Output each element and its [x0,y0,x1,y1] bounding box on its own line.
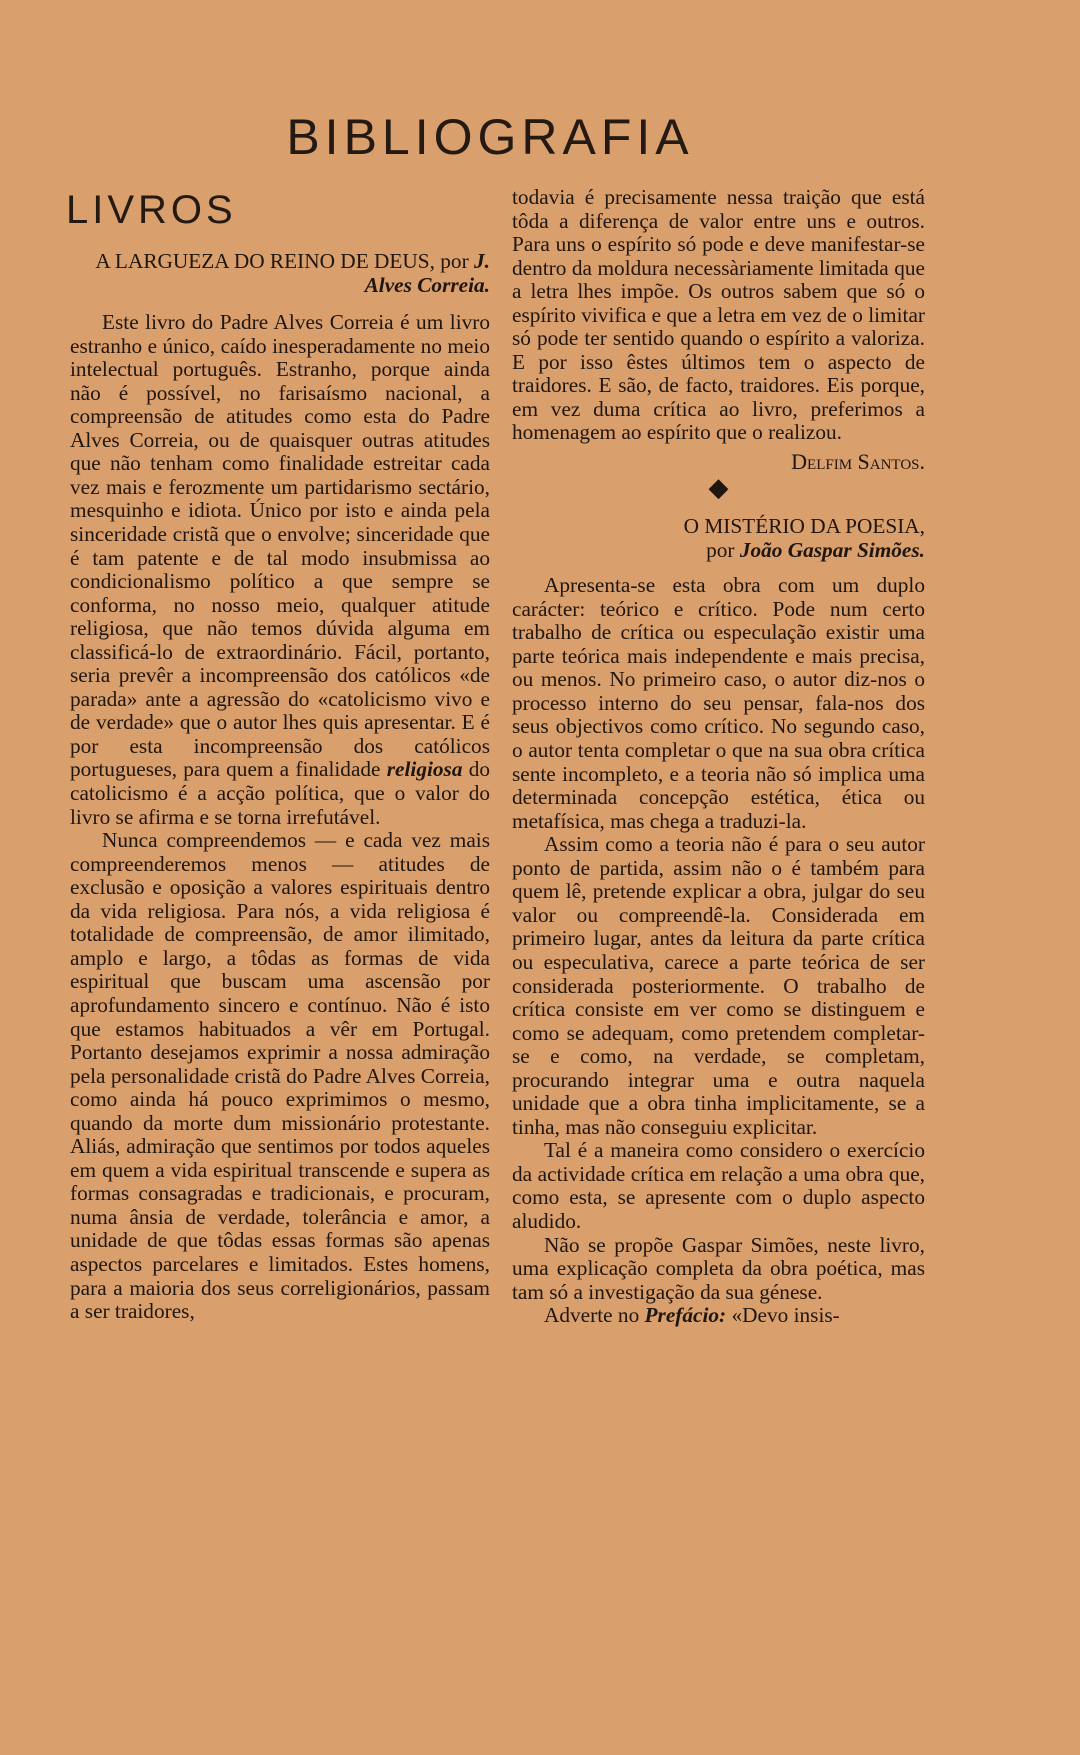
review1-paragraph-2: Nunca compreendemos — e cada vez mais compreenderemos menos — atitudes de exclusão e oposição a valores espirituais dentro da vida religiosa. Para nós, a vida religiosa é totalidade de compreensão, de amor ilimitado, amplo e largo, a tôdas as formas de vida espiritual que buscam uma ascensão por aprofundamento sincero e contínuo. Não é isto que estamos habituados a vêr em Portugal. Portanto desejamos exprimir a nossa admiração pela personalidade cristã do Padre Alves Correia, como ainda há pouco exprimimos o mesmo, quando da morte dum missionário protestante. Aliás, admiração que sentimos por todos aqueles em quem a vida espiritual transcende e supera as formas consagradas e tradicionais, e procuram, numa ânsia de verdade, tolerância e amor, a unidade de que tôdas essas formas são apenas aspectos parcelares e limitados. Estes homens, para a maioria dos seus correligionários, passam a ser traidores, [70,828,490,1324]
review2-paragraph-2: Assim como a teoria não é para o seu autor ponto de partida, assim não o é também para quem lê, pretende explicar a obra, julgar do seu valor ou compreendê-la. Considerada em primeiro lugar, antes da leitura da parte crítica ou especulativa, carece a parte teórica de ser considerada posteriormente. O trabalho de crítica consiste em ver como se distinguem e como se adequam, como pretendem completar-se e como, na verdade, se completam, procurando integrar uma e outra naquela unidade que a obra tinha implicitamente, se a tinha, mas não conseguiu explicitar. [512,832,925,1139]
review2-heading [512,515,925,562]
review2-p5-text: Adverte no [544,1303,640,1328]
divider-icon: ◆ [708,472,729,502]
review2-title: O MISTÉRIO DA POESIA, [683,514,925,539]
review2-p5-text-end: «Devo insis- [731,1303,840,1328]
review1-title: A LARGUEZA DO REINO DE DEUS, por [95,249,469,273]
right-column [512,186,925,1328]
review1-heading [70,250,490,297]
review1-p1-text-end: do catolicismo é a acção política, que o valor do livro se afirma e se torna irrefutável. [70,757,491,829]
page-title: BIBLIOGRAFIA [286,109,694,165]
review1-paragraph-3: todavia é precisamente nessa traição que está tôda a diferença de valor entre uns e outros. Para uns o espírito só pode e deve manifestar-se dentro da moldura necessàriamente limitada que a letra lhes impõe. Os outros sabem que só o espírito vivifica e que a letra em vez de o limitar só pode ter sentido quando o espírito a valoriza. E por isso êstes últimos tem o aspecto de traidores. E são, de facto, traidores. Eis porque, em vez duma crítica ao livro, preferimos a homenagem ao espírito que o realizou. [512,185,925,445]
review2-paragraph-1: Apresenta-se esta obra com um duplo carácter: teórico e crítico. Pode num certo trabalho de crítica ou especulação existir uma parte teórica mais independente e mais precisa, ou menos. No primeiro caso, o autor diz-nos o processo interno do seu pensar, fala-nos dos seus objectivos como crítico. No segundo caso, o autor tenta completar o que na sua obra crítica sente incompleto, e a teoria não só implica uma determinada concepção estética, ética ou metafísica, mas chega a traduzi-la. [512,573,925,833]
review2-paragraph-3: Tal é a maneira como considero o exercício da actividade crítica em relação a uma obra que, como esta, se apresente com o duplo aspecto aludido. [512,1138,925,1233]
section-heading: LIVROS [66,188,237,232]
review2-paragraph-4: Não se propõe Gaspar Simões, neste livro, uma explicação completa da obra poética, mas tam só a investigação da sua génese. [512,1232,925,1304]
review2-by: por [706,537,735,562]
review2-paragraph-5 [512,1304,925,1328]
review1-p1-text: Este livro do Padre Alves Correia é um livro estranho e único, caído inesperadamente no meio intelectual português. Estranho, porque ainda não é possível, no farisaísmo nacional, a compreensão de atitudes como esta do Padre Alves Correia, ou de quaisquer outras atitudes que não tenham como finalidade estreitar cada vez mais e ferozmente um partidarismo sectário, mesquinho e idiota. Único por isto e ainda pela sinceridade cristã que o envolve; sinceridade que é tam patente e de tal modo insubmissa ao condicionalismo político a que sempre se conforma, no nosso meio, qualquer atitude religiosa, que não temos dúvida alguma em classificá-lo de extraordinário. Fácil, portanto, seria prevêr a incompreensão dos católicos «de parada» ante a agressão do «catolicismo vivo e de verdade» que o autor lhes quis apresentar. E é por esta incompreensão dos católicos portugueses, para quem a finalidade [70,310,490,782]
review1-signature: Delfim Santos. [791,449,925,475]
review1-author: J. Alves Correia. [364,249,490,297]
review2-p5-emphasis: Prefácio: [644,1303,727,1328]
review2-author: João Gaspar Simões. [739,537,925,562]
review1-p1-emphasis: religiosa [386,757,463,782]
review1-paragraph [70,311,490,829]
left-column [70,250,490,1324]
